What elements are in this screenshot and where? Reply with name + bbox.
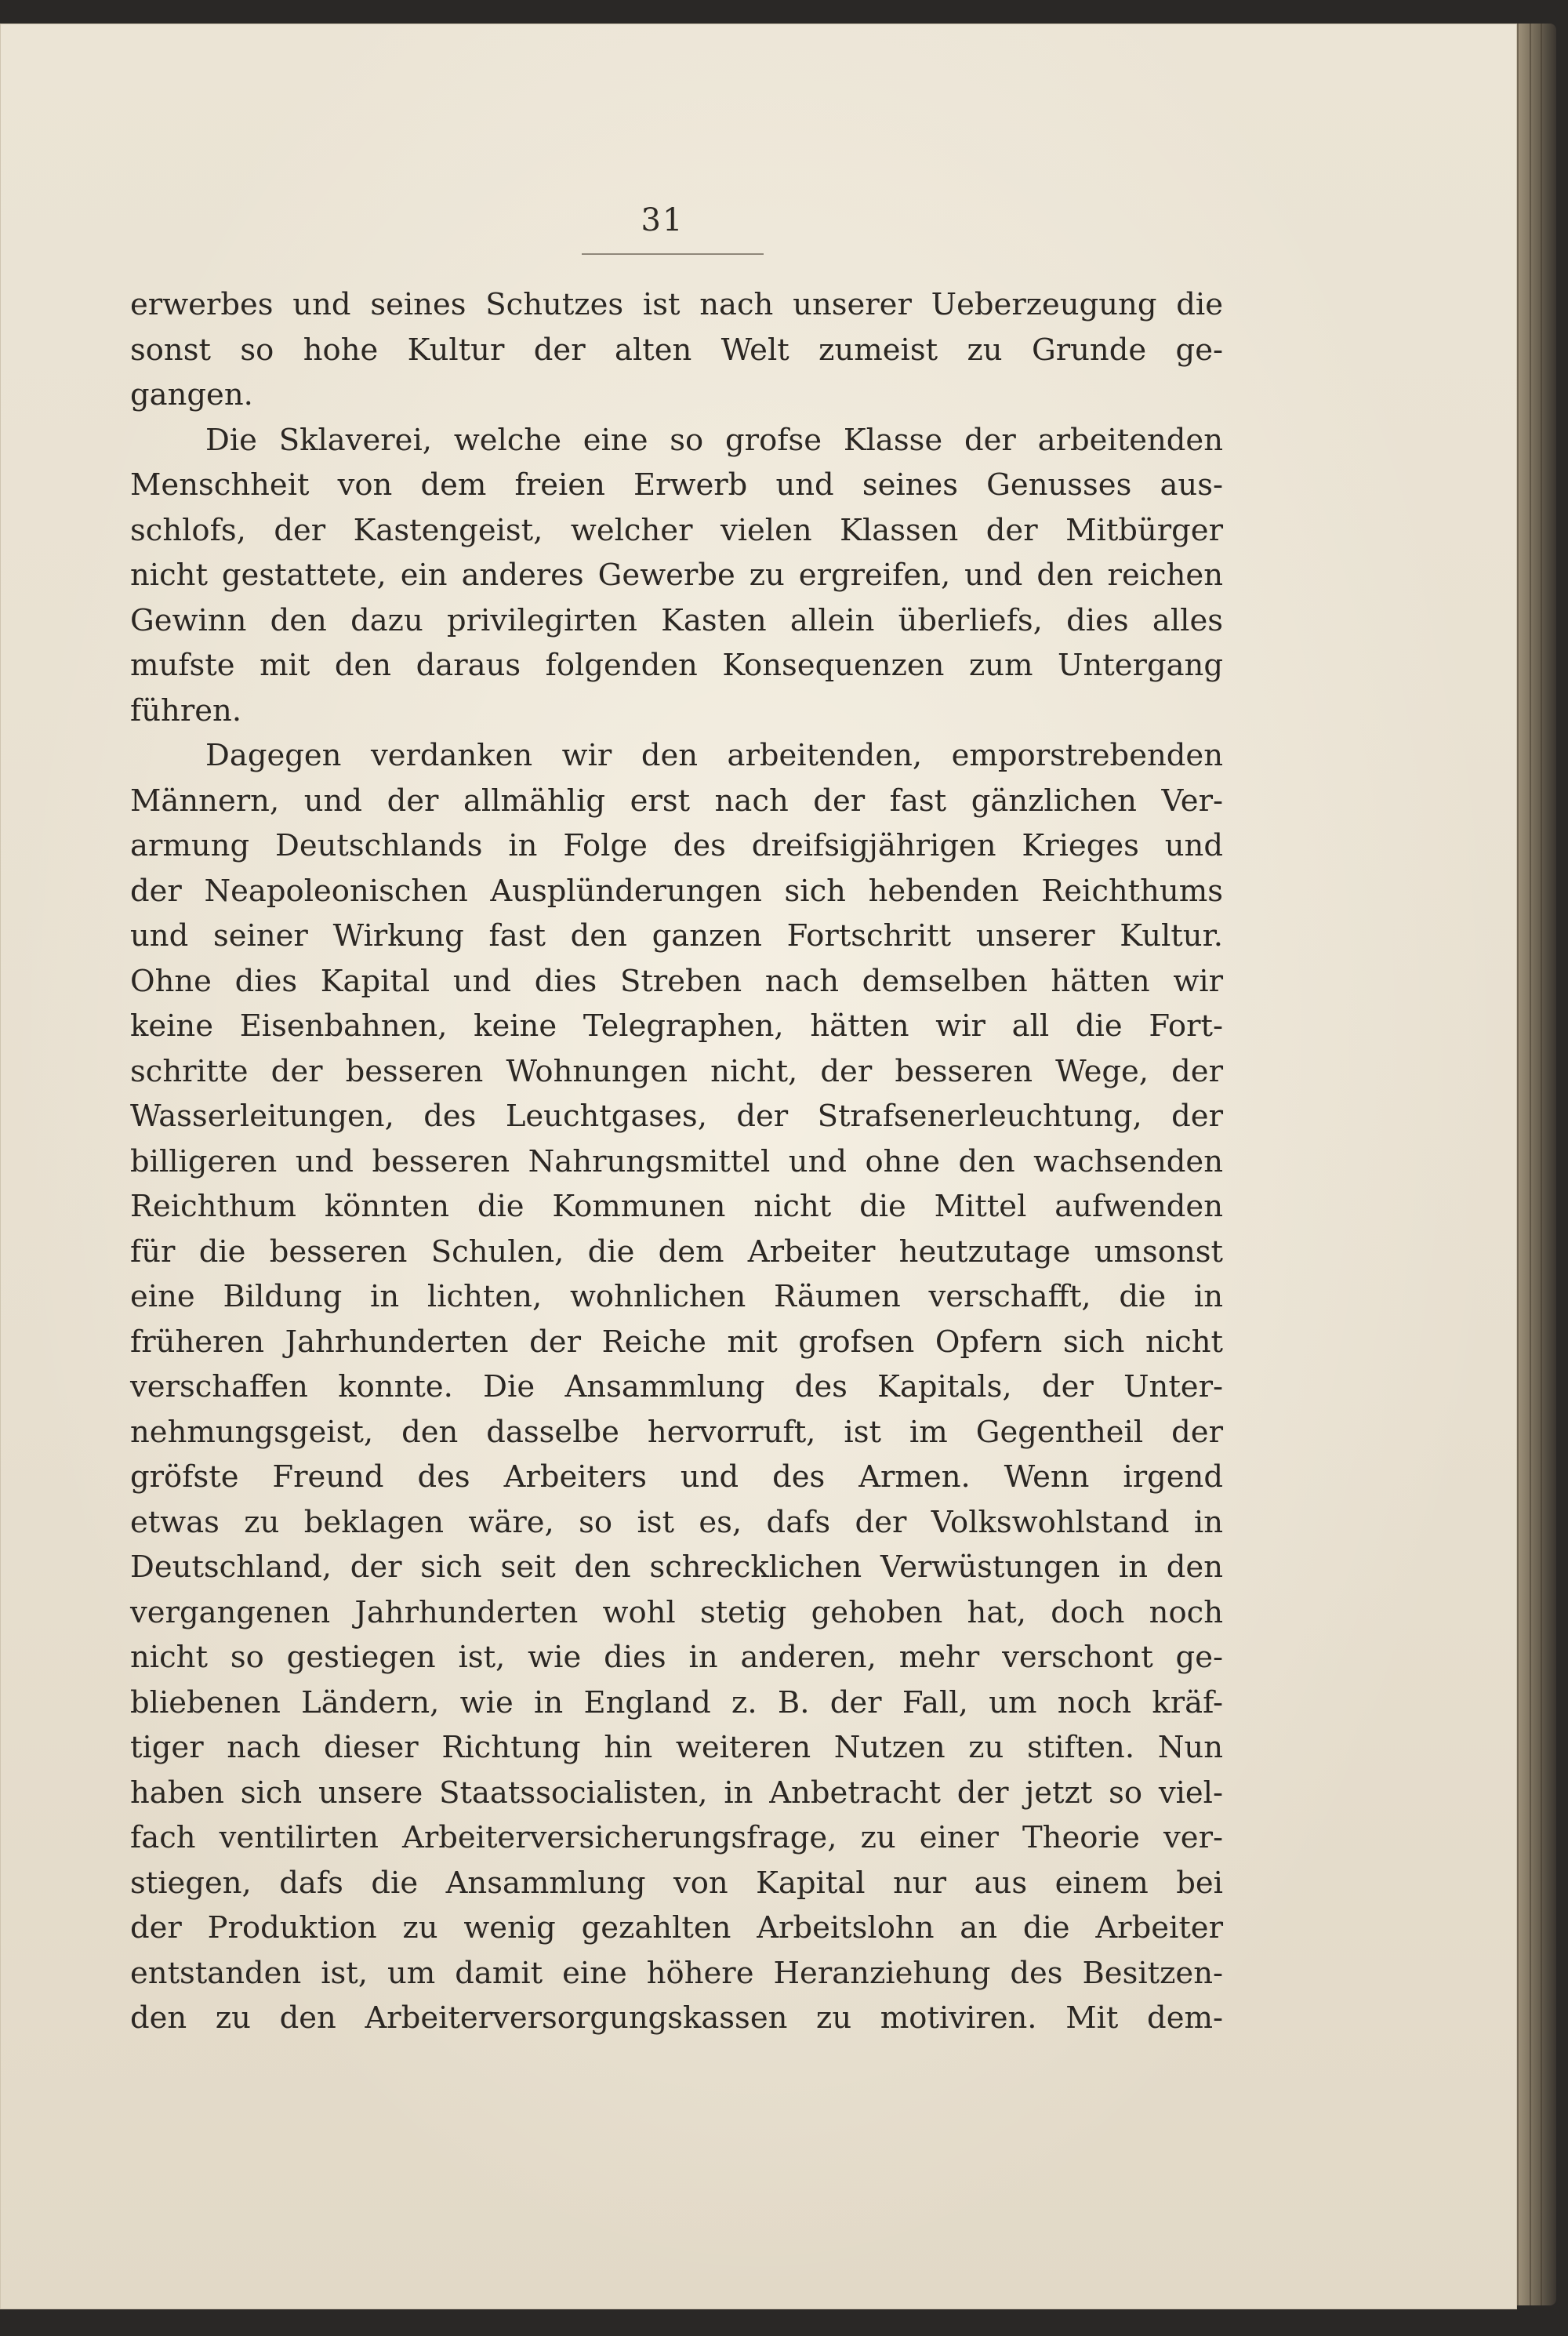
text-line: Deutschland, der sich seit den schrecklichen Verwüstungen in den [130, 1549, 1223, 1585]
text-line: Männern, und der allmählig erst nach der fast gänzlichen Ver- [130, 783, 1223, 819]
text-line: Ohne dies Kapital und dies Streben nach demselben hätten wir [130, 963, 1223, 999]
text-line: schritte der besseren Wohnungen nicht, der besseren Wege, der [130, 1053, 1223, 1089]
text-line: Dagegen verdanken wir den arbeitenden, emporstrebenden [205, 738, 1223, 773]
text-line: stiegen, dafs die Ansammlung von Kapital nur aus einem bei [130, 1865, 1223, 1901]
text-line: vergangenen Jahrhunderten wohl stetig gehoben hat, doch noch [130, 1594, 1223, 1630]
text-line: Reichthum könnten die Kommunen nicht die Mittel aufwenden [130, 1189, 1223, 1224]
text-line: Die Sklaverei, welche eine so grofse Klasse der arbeitenden [205, 422, 1223, 458]
text-line: der Neapoleonischen Ausplünderungen sich hebenden Reichthums [130, 873, 1223, 909]
text-line: früheren Jahrhunderten der Reiche mit grofsen Opfern sich nicht [130, 1324, 1223, 1360]
book-page [0, 24, 1517, 2309]
text-line: bliebenen Ländern, wie in England z. B. der Fall, um noch kräf- [130, 1684, 1223, 1720]
text-line: der Produktion zu wenig gezahlten Arbeitslohn an die Arbeiter [130, 1910, 1223, 1945]
text-line: für die besseren Schulen, die dem Arbeiter heutzutage umsonst [130, 1233, 1223, 1270]
text-line: etwas zu beklagen wäre, so ist es, dafs der Volkswohlstand in [130, 1504, 1223, 1540]
text-line: eine Bildung in lichten, wohnlichen Räumen verschafft, die in [130, 1279, 1223, 1314]
text-line: mufste mit den daraus folgenden Konsequenzen zum Untergang [130, 648, 1223, 683]
text-line: fach ventilirten Arbeiterversicherungsfrage, zu einer Theorie ver- [130, 1820, 1223, 1855]
page-edge-line [1541, 24, 1542, 2305]
text-line: erwerbes und seines Schutzes ist nach unserer Ueberzeugung die [130, 287, 1223, 322]
text-line: Menschheit von dem freien Erwerb und seines Genusses aus- [130, 467, 1223, 503]
text-line: sonst so hohe Kultur der alten Welt zumeist zu Grunde ge- [130, 332, 1223, 368]
text-line: führen. [130, 692, 242, 728]
text-line: und seiner Wirkung fast den ganzen Fortschritt unserer Kultur. [130, 918, 1223, 954]
page-number: 31 [641, 202, 684, 238]
text-line: schlofs, der Kastengeist, welcher vielen Klassen der Mitbürger [130, 512, 1223, 548]
text-line: Wasserleitungen, des Leuchtgases, der Strafsenerleuchtung, der [130, 1099, 1223, 1134]
text-line: billigeren und besseren Nahrungsmittel und ohne den wachsenden [130, 1143, 1223, 1179]
text-line: armung Deutschlands in Folge des dreifsigjährigen Krieges und [130, 828, 1223, 863]
text-line: tiger nach dieser Richtung hin weiteren Nutzen zu stiften. Nun [130, 1730, 1223, 1765]
text-line: gröfste Freund des Arbeiters und des Armen. Wenn irgend [130, 1459, 1223, 1495]
page-edge-line [1517, 24, 1519, 2305]
text-line: Gewinn den dazu privilegirten Kasten allein überliefs, dies alles [130, 602, 1223, 638]
text-line: nicht so gestiegen ist, wie dies in anderen, mehr verschont ge- [130, 1640, 1223, 1675]
page-edge-line [1530, 24, 1531, 2305]
text-line: nicht gestattete, ein anderes Gewerbe zu ergreifen, und den reichen [130, 558, 1223, 593]
text-line: keine Eisenbahnen, keine Telegraphen, hätten wir all die Fort- [130, 1008, 1223, 1044]
text-line: gangen. [130, 377, 253, 412]
text-line: entstanden ist, um damit eine höhere Heranziehung des Besitzen- [130, 1955, 1223, 1991]
text-line: den zu den Arbeiterversorgungskassen zu motiviren. Mit dem- [130, 2000, 1223, 2036]
body-text [130, 282, 1223, 2041]
text-line: nehmungsgeist, den dasselbe hervorruft, ist im Gegentheil der [130, 1414, 1223, 1450]
text-line: verschaffen konnte. Die Ansammlung des Kapitals, der Unter- [130, 1369, 1223, 1404]
text-line: haben sich unsere Staatssocialisten, in Anbetracht der jetzt so viel- [130, 1775, 1223, 1811]
header-rule [582, 253, 764, 255]
